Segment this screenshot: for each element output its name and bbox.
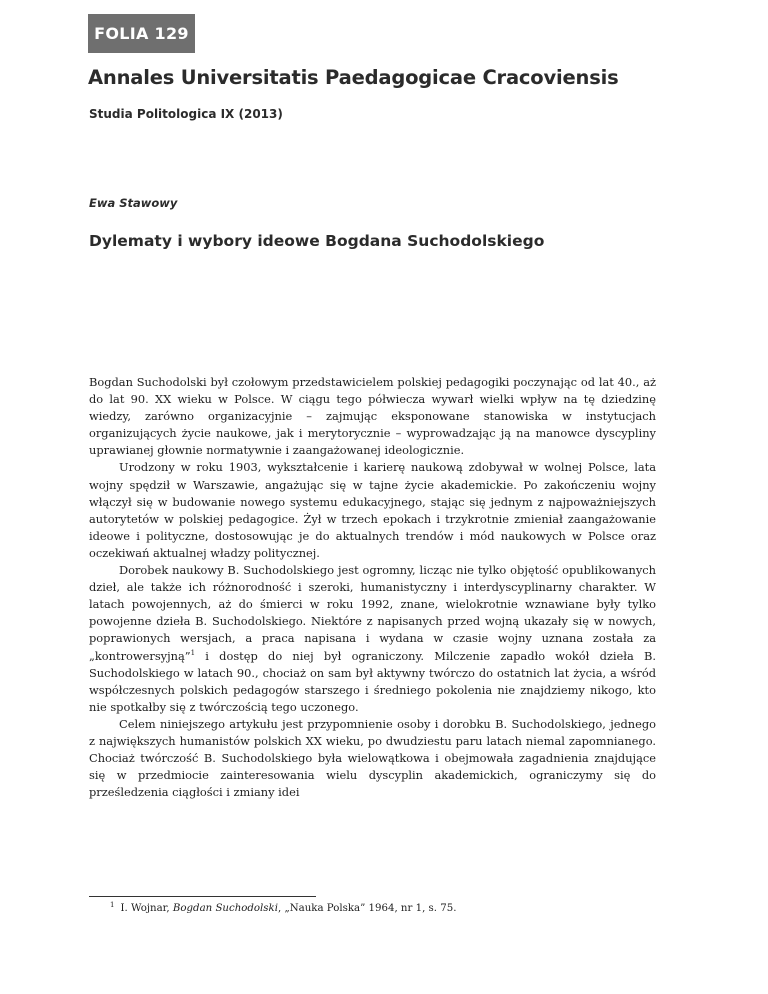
- folia-badge: FOLIA 129: [88, 14, 195, 53]
- footnote-rest: , „Nauka Polska” 1964, nr 1, s. 75.: [277, 903, 457, 914]
- paragraph-3-after: i dostęp do niej był ograniczony. Milczenie zapadło wokół dzieła B. Suchodolskiego w latach 90., chociaż on sam był aktywny twórczo do ostatnich lat życia, a wśród współczesnych polskich pedagogów starszego i średniego pokolenia nie znajdziemy nikogo, kto nie spotkałby się z twórczością tego uczonego.: [89, 648, 656, 714]
- article-title: Dylematy i wybory ideowe Bogdana Suchodolskiego: [89, 232, 545, 250]
- paragraph-2: Urodzony w roku 1903, wykształcenie i karierę naukową zdobywał w wolnej Polsce, lata wojny spędził w Warszawie, angażując się w tajne życie akademickie. Po zakończeniu wojny włączył się w budowanie nowego systemu edukacyjnego, stając się jednym z najpoważniejszych autorytetów w polskiej pedagogice. Żył w trzech epokach i trzykrotnie zmieniał zaangażowanie ideowe i polityczne, dostosowując je do aktualnych trendów i mód naukowych w Polsce oraz oczekiwań aktualnej władzy politycznej.: [89, 460, 656, 560]
- footnote-author: I. Wojnar,: [120, 903, 173, 914]
- series-title: Studia Politologica IX (2013): [89, 107, 283, 121]
- footnote-divider: [89, 896, 316, 897]
- paragraph-1: Bogdan Suchodolski był czołowym przedstawicielem polskiej pedagogiki poczynając od lat 40., aż do lat 90. XX wieku w Polsce. W ciągu tego półwiecza wywarł wielki wpływ na tę dziedzinę wiedzy, zarówno organizacyjnie – zajmując eksponowane stanowiska w instytucjach organizujących życie naukowe, jak i merytorycznie – wyprowadzając ją na manowce dyscypliny uprawianej głownie normatywnie i zaangażowanej ideologicznie.: [89, 375, 656, 458]
- footnote-number: 1: [110, 900, 115, 909]
- footnote-reference[interactable]: 1: [190, 648, 196, 657]
- paragraph-4: Celem niniejszego artykułu jest przypomnienie osoby i dorobku B. Suchodolskiego, jednego z największych humanistów polskich XX wieku, po dwudziestu paru latach niemal zapomnianego. Chociaż twórczość B. Suchodolskiego była wielowątkowa i obejmowała zagadnienia znajdujące się w przedmiocie zainteresowania wielu dyscyplin akademickich, ograniczymy się do prześledzenia ciągłości i zmiany idei: [89, 716, 656, 800]
- paragraph-3-before: Dorobek naukowy B. Suchodolskiego jest ogromny, licząc nie tylko objętość opublikowanych dzieł, ale także ich różnorodność i szeroki, humanistyczny i interdyscyplinarny charakter. W latach powojennych, aż do śmierci w roku 1992, znane, wielokrotnie wznawiane były tylko powojenne dzieła B. Suchodolskiego. Niektóre z napisanych przed wojną ukazały się w nowych, poprawionych wersjach, a praca napisana i wydana w czasie wojny uznana została za „kontrowersyjną”: [89, 563, 656, 663]
- footnote-work-title: Bogdan Suchodolski: [172, 903, 278, 914]
- footnote-1: [110, 902, 650, 916]
- article-author: Ewa Stawowy: [89, 196, 178, 210]
- journal-title: Annales Universitatis Paedagogicae Cracoviensis: [88, 66, 619, 89]
- paragraph-3: [89, 562, 656, 716]
- article-body: [89, 374, 656, 801]
